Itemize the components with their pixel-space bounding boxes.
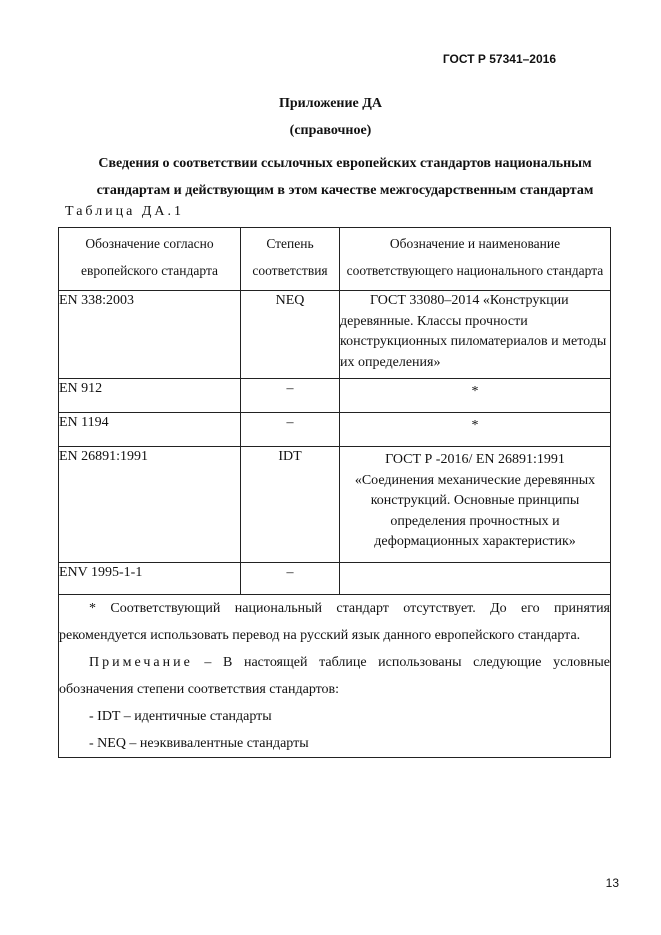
table-row (59, 291, 611, 379)
table-header-row (59, 228, 611, 291)
table-row (59, 447, 611, 563)
cell-code: EN 338:2003 (59, 291, 241, 379)
cell-degree: – (241, 413, 340, 447)
cell-code: ENV 1995-1-1 (59, 563, 241, 595)
table-row (59, 379, 611, 413)
cell-degree: – (241, 379, 340, 413)
page-number: 13 (605, 876, 619, 890)
table-row (59, 563, 611, 595)
header-degree: Степень соответствия (241, 228, 340, 291)
cell-national-standard: * (340, 413, 611, 447)
appendix-type: (справочное) (289, 123, 372, 138)
cell-degree: NEQ (241, 291, 340, 379)
legend-item-idt: - IDT – идентичные стандарты (89, 709, 272, 724)
correspondence-table (58, 227, 611, 758)
cell-code: EN 1194 (59, 413, 241, 447)
note-text: – В настоящей таблице использованы следующие условные обозначения степени соответствия стандартов: (59, 655, 610, 697)
appendix-info-title: Сведения о соответствии ссылочных европейских стандартов национальным стандартам и действующим в этом качестве межгосударственным стандартам (96, 156, 594, 198)
cell-national-standard: * (340, 379, 611, 413)
cell-national-standard: ГОСТ 33080–2014 «Конструкции деревянные. Классы прочности конструкционных пиломатериалов и методы их определения» (340, 291, 611, 379)
notes-row (59, 595, 611, 758)
note-paragraph (59, 649, 610, 703)
document-code: ГОСТ Р 57341–2016 (442, 52, 556, 66)
notes-cell (59, 595, 611, 758)
legend-item-neq: - NEQ – неэквивалентные стандарты (89, 736, 309, 751)
table-label: Таблица ДА.1 (65, 204, 185, 219)
cell-national-standard (340, 563, 611, 595)
cell-national-standard: ГОСТ Р -2016/ EN 26891:1991 «Соединения механические деревянных конструкций. Основные принципы определения прочностных и деформационных характеристик» (340, 447, 611, 563)
table-row (59, 413, 611, 447)
cell-degree: IDT (241, 447, 340, 563)
cell-code: EN 912 (59, 379, 241, 413)
cell-code: EN 26891:1991 (59, 447, 241, 563)
note-label: Примечание (89, 655, 193, 670)
cell-degree: – (241, 563, 340, 595)
appendix-title: Приложение ДА (278, 96, 383, 111)
header-european-designation: Обозначение согласно европейского стандарта (59, 228, 241, 291)
footnote-text: * Соответствующий национальный стандарт отсутствует. До его принятия рекомендуется использовать перевод на русский язык данного европейского стандарта. (59, 601, 610, 643)
header-national-standard: Обозначение и наименование соответствующего национального стандарта (340, 228, 611, 291)
